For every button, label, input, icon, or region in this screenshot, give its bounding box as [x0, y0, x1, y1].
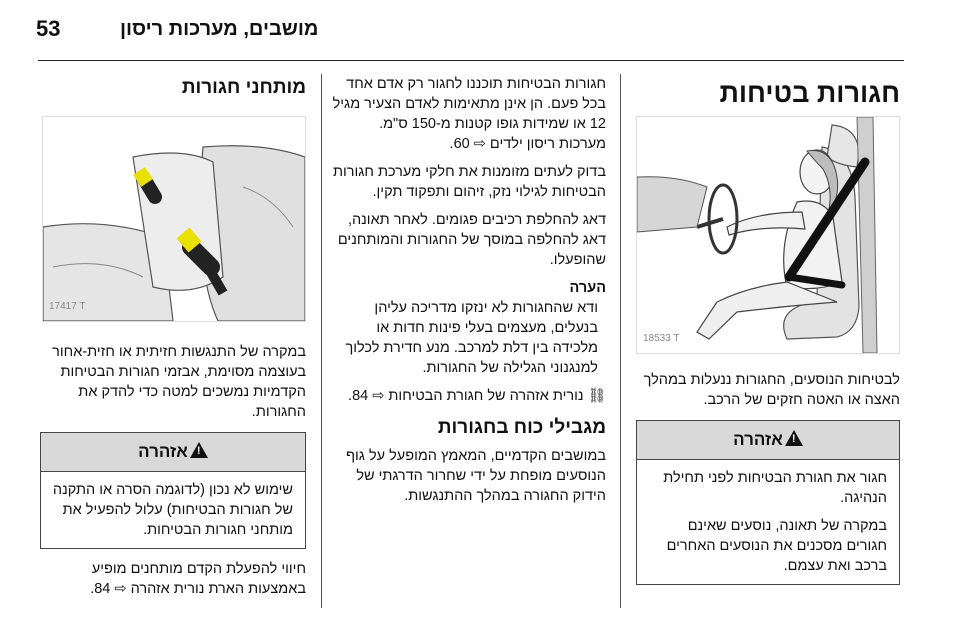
seat-belt-lamp-icon: ⛓: [587, 388, 606, 404]
section-title-seat-belts: חגורות בטיחות: [719, 78, 900, 108]
figure-driver-belt: [636, 116, 900, 354]
warning-label: אזהרה: [138, 442, 188, 461]
column-divider: [620, 74, 621, 608]
middle-column: [332, 74, 606, 514]
paragraph: חגורות הבטיחות תוכננו לחגור רק אדם אחד בכל פעם. הן אינן מתאימות לאדם הצעיר מגיל 12 או שמידות גופו קטנות מ-150 ס"מ. מערכות ריסון ילדים ⇨ 60.: [332, 76, 606, 152]
warning-text: חגור את חגורת הבטיחות לפני תחילת הנהיגה.: [663, 470, 887, 506]
section-title-force-limiters: מגבילי כוח בחגורות: [437, 417, 606, 438]
buckles-illustration: [43, 117, 305, 321]
warning-triangle-icon: [190, 442, 208, 458]
warning-box: [636, 420, 900, 585]
paragraph: במושבים הקדמיים, המאמץ המופעל על גוף הנוסעים מופחת על ידי שחרור הדרגתי של הידוק החגורה במהלך ההתנגשות.: [346, 448, 606, 504]
warning-header: [41, 433, 305, 472]
left-column: [40, 74, 306, 607]
note-text: ודא שהחגורות לא ינזקו מדריכה עליהן בנעלים, מעצמים בעלי פינות חדות או מלכידה בין דלת למרכב. מנע חדירת לכלוך למנגנוני הגלילה של החגורות.: [345, 300, 598, 376]
warning-body: [637, 460, 899, 584]
paragraph: דאג להחלפת רכיבים פגומים. לאחר תאונה, דאג להחלפה במוסך של החגורות והמותחנים שהופעלו.: [337, 212, 606, 268]
note-title: הערה: [569, 280, 606, 296]
warning-lamp-reference: [332, 386, 606, 406]
warning-label: אזהרה: [733, 430, 783, 449]
warning-text: שימוש לא נכון (לדוגמה הסרה או התקנה של חגורות הבטיחות) עלול להפעיל את מותחני חגורות הבטיחות.: [52, 482, 293, 538]
figure-code: 18533 T: [643, 333, 680, 344]
paragraph: חיווי להפעלת הקדם מותחנים מופיע באמצעות הארת נורית אזהרה ⇨ 84.: [90, 561, 306, 597]
paragraph: בדוק לעתים מזומנות את חלקי מערכת חגורות הבטיחות לגילוי נזק, זיהום ותפקוד תקין.: [332, 164, 606, 200]
column-divider: [321, 74, 322, 608]
warning-box: [40, 432, 306, 549]
page-number: 53: [36, 16, 61, 41]
page-header: [0, 14, 960, 54]
header-rule: [38, 60, 904, 61]
right-column: [636, 74, 900, 585]
figure-code: 17417 T: [49, 301, 86, 312]
warning-text: במקרה של תאונה, נוסעים שאינם חגורים מסכנים את הנוסעים האחרים ברכב ואת עצמם.: [666, 518, 887, 574]
running-title: מושבים, מערכות ריסון: [120, 18, 319, 40]
warning-triangle-icon: [785, 430, 803, 446]
intro-paragraph: במקרה של התנגשות חזיתית או חזית-אחור בעוצמה מסוימת, אבזמי חגורות הבטיחות הקדמיות נמשכים למטה כדי להדק את החגורות.: [52, 344, 306, 420]
figure-belt-buckles: [42, 116, 306, 322]
section-title-pretensioners: מותחני חגורות: [181, 77, 306, 98]
intro-paragraph: לבטיחות הנוסעים, החגורות ננעלות במהלך האצה או האטה חזקים של הרכב.: [643, 372, 900, 408]
driver-belt-illustration: [637, 117, 899, 353]
warning-body: [41, 472, 305, 548]
reference-text: נורית אזהרה של חגורת הבטיחות ⇨ 84.: [348, 388, 584, 404]
warning-header: [637, 421, 899, 460]
